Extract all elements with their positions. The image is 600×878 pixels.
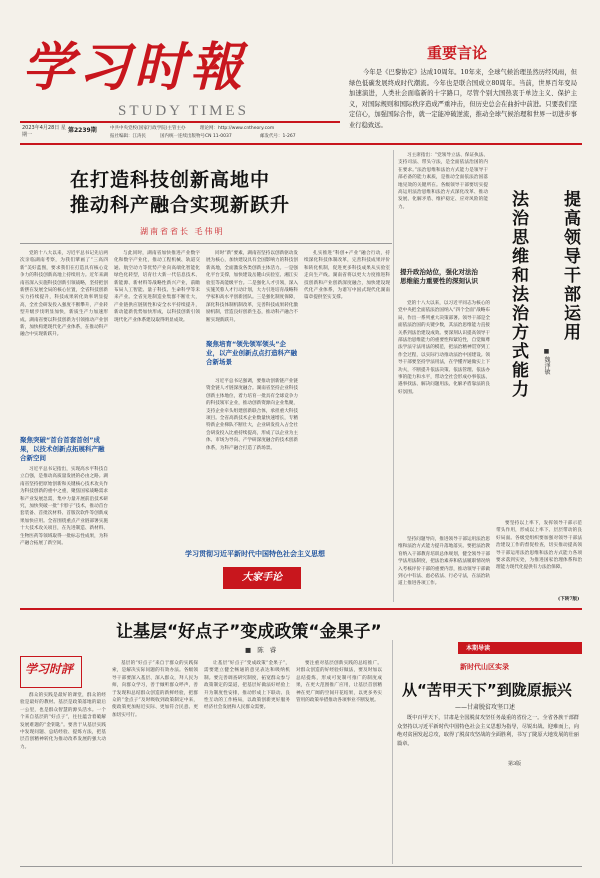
lead-byline: 湖南省省长 毛伟明 bbox=[140, 227, 225, 236]
editor-line: 报社编辑：江涛民 bbox=[110, 134, 146, 139]
publisher-line: 中共中央党校(国家行政学院)主管主办 bbox=[110, 126, 186, 131]
side-col-mid: 党的十八大以来，以习近平同志为核心的党中央把全面依法治国纳入“四个全面”战略布局，作出一系列重大决策部署。领导干部是全面依法治国的关键少数，其法治思维能力直接关系到法治建设成效。要深刻认识提高领导干部法治思维能力的重要性和紧迫性，自觉做尊法学法守法用法的模范，把法治精神贯穿到工作全过程，以实际行动推动法治中国建设。领导干部要坚持学法用法，在学懂弄通做实上下功夫，不断提升依法决策、依法管理、依法办事的能力和水平，带动全社会形成办事依法、遇事找法、解决问题用法、化解矛盾靠法的良好氛围。 bbox=[398, 301, 490, 395]
masthead-subtitle: STUDY TIMES bbox=[118, 103, 249, 119]
guide-title: 从“苦甲天下”到陇原振兴 bbox=[402, 681, 572, 699]
article2-col-4: 要注重对基层创新实践的总结推广。对群众创造的好经验好做法，要及时加以总结提炼，形成可复制可推广的制度成果，在更大范围推广应用，让基层首创精神在更广阔的空间开花结果，以更多务实管用的政策举措推动各项事业不断发展。 bbox=[296, 661, 382, 704]
quote-title: 重要言论 bbox=[427, 44, 488, 62]
series-banner bbox=[185, 549, 367, 593]
issue-date: 2023年4月28日 星期一 bbox=[22, 125, 66, 138]
commentary-logo-text: 学习时評 bbox=[25, 662, 74, 676]
side-title-line2: 法治思维和法治方式能力 bbox=[508, 190, 528, 399]
article2-col-1: 群众的实践是最好的课堂，群众的经验是最好的教材。基层是政策落地的最后一公里，也是群众智慧的源头活水。一个个来自基层的“好点子”，往往蕴含着破解发展难题的“金钥匙”。要善于从基层实践中发现问题、总结经验、提炼方法，把基层首创精神转化为推动改革发展的强大动力。 bbox=[20, 693, 106, 750]
side-col-bottom: 要坚持以上率下，发挥领导干部示范带头作用，形成以上率下、层层带动的良好局面。各级党组织要加强对领导干部法治建设工作的督促检查，切实推动提高领导干部运用法治思维和法治方式能力各项要求落到实处，为推进国家治理体系和治理能力现代化提供有力法治保障。 bbox=[496, 521, 582, 571]
lead-subhead-2: 聚焦培育“领先领军领头”企业，以产业创新点点打造科产融合新场景 bbox=[206, 340, 297, 366]
masthead-title: 学习时報 bbox=[22, 38, 247, 98]
quote-text: 今年是《巴黎协定》达成10周年。10年来，全球气候治理虽然历经风雨，但绿色低碳发展终成时代潮流。今年也是联合国成立80周年。当前，世界百年变局加速演进，人类社会面临新的十字路口，尽管个别大国热衷于单边主义、保护主义，对国际规则和国际秩序造成严重冲击，但历史总会在曲折中前进。只要我们坚定信心，加强国际合作，就一定能冲破逆流，推动全球气候治理和世界一切进步事业行稳致远。 bbox=[349, 69, 577, 129]
guide-divider bbox=[392, 640, 393, 864]
commentary-logo bbox=[20, 656, 82, 688]
lead-headline-line2: 推动科产融合实现新跃升 bbox=[70, 194, 291, 216]
website-line: 理论网：http://www.cntheory.com bbox=[200, 126, 275, 131]
guide-kicker: 新时代山区实录 bbox=[460, 663, 509, 671]
article2-author: ■ 陈 睿 bbox=[245, 646, 279, 654]
side-title-line1: 提高领导干部运用 bbox=[560, 190, 580, 342]
bottom-rule bbox=[20, 866, 582, 867]
banner-label: 大家手论 bbox=[223, 567, 301, 589]
lead-col-1: 习近平总书记指出，实现高水平科技自立自强，是推动高质量发展的必由之路。湖南省坚持把原始创新和关键核心技术攻关作为科技创新的重中之重，聚焦国家战略需求和产业发展急需，集中力量开展前沿技术研究，加快突破一批“卡脖子”技术，推动首台套装备、首批次材料、首版次软件等创新成果加快应用。全省围绕重点产业链部署实施十大技术攻关项目，在先进制造、新材料、生物医药等领域取得一批标志性成果，为科产融合拓展了新空间。 bbox=[20, 467, 108, 547]
article2-headline: 让基层“好点子”变成政策“金果子” bbox=[116, 622, 382, 642]
guide-tag-label: 本期导读 bbox=[466, 645, 491, 652]
code-line: 邮发代号：1-267 bbox=[260, 134, 296, 139]
lead-intro: 党的十八大以来，习近平总书记先后两次亲临湖南考察，为我们擘画了“三高四新”美好蓝图，要求我们在打造具有核心竞争力的科技创新高地上持续用力。近年来湖南省深入实施科技创新引领战略，坚持把创新摆在发展全局的核心位置，全省科技创新实力持续提升，科技成果转化效率明显提高，全社会研发投入强度不断攀升，产业转型升级步伐明显加快，新质生产力加速形成。湖南省要以科技创新为引领推动产业创新，加快构建现代化产业体系，在推动科产融合中实现新跃升。 bbox=[20, 251, 108, 338]
masthead-rule bbox=[20, 121, 340, 123]
section-rule bbox=[20, 608, 582, 610]
side-col-top: 习主席指出：“党领导立法、保证执法、支持司法、带头守法，是全面依法治国的内在要求。”法治思维和法治方式能力是领导干部必备的能力素质，是推动全面依法治国落地见效的关键所在。各级领导干部要切实提高运用法治思维和法治方式深化改革、推动发展、化解矛盾、维护稳定、应对风险的能力。 bbox=[398, 153, 488, 210]
article2-col-3: 让基层“好点子”变成政策“金果子”，需要建立健全畅通的意见表达和吸纳机制。要完善调查研究制度，拓宽群众参与政策制定的渠道，把基层好做法好经验上升为制度性安排，推动形成上下联动、良性互动的工作格局，以政策创新更好服务经济社会发展和人民群众需要。 bbox=[204, 661, 290, 711]
guide-tag bbox=[458, 642, 582, 654]
lead-col-2: 与此同时，湖南省加快推进产业数字化和数字产业化，推动工程机械、轨道交通、航空动力等优势产业向高端化智能化绿色化转型，培育壮大新一代信息技术、新能源、新材料等战略性新兴产业，前瞻布局人工智能、量子科技、生命科学等未来产业。全省先进制造业集群不断壮大，产业链供应链韧性和安全水平持续提升，新动能新优势加快形成，以科技创新引领现代化产业体系建设取得明显成效。 bbox=[114, 251, 200, 323]
guide-subtitle: ——甘肃脱贫攻坚口述 bbox=[455, 704, 516, 711]
lead-headline-line1: 在打造科技创新高地中 bbox=[70, 169, 271, 191]
side-author: ■ 魏泽敏 bbox=[543, 348, 550, 375]
banner-title: 学习贯彻习近平新时代中国特色社会主义思想 bbox=[185, 550, 325, 558]
cn-line: 国内统一连续出版物号CN 11-0037 bbox=[160, 134, 232, 139]
lead-col-3a: 同时“新”要素，湖南省坚持以创新驱动发展为核心，加快建设具有全国影响力的科技创新高地，全面激发各类创新主体活力。一是强化平台支撑，加快建设岳麓山实验室、湘江实验室等高能级平台。二是强化人才引领，深入实施芙蓉人才行动计划，大力引进培育战略科学家和高水平创新团队。三是强化制度保障，深化科技体制机制改革，完善科技成果转化激励机制，营造良好创新生态，推动科产融合不断实现新跃升。 bbox=[206, 251, 298, 323]
guide-text: 既中百甲天下，甘肃是全国脱贫攻坚任务最重的省份之一。全省各族干部群众坚持以习近平新时代中国特色社会主义思想为指导，尽锐出战、迎难而上，向绝对贫困发起总攻，取得了脱贫攻坚战的全面胜利，书写了陇原大地发展的壮丽篇章。 bbox=[397, 715, 579, 747]
side-col-low: 坚持问题导向，推进领导干部运用法治思维和法治方式能力提升落地落实。要把法治教育纳入干部教育培训总体规划，健全领导干部学法用法制度，把法治素养和依法履职情况纳入考核评价干部的重要内容，推动领导干部做到心中有法、虑必依法、行必守法，在法治轨道上推进各项工作。 bbox=[398, 537, 490, 587]
article2-col-2: 基层的“好点子”来自于群众的实践探索，是解决实际问题的有效办法。各级领导干部要深入基层、深入群众，拜人民为师，向群众学习，善于倾听群众呼声，善于发现和总结群众创造的新鲜经验，把群众的“金点子”及时吸收到政策制定中来，使政策更加贴近实际、更加符合民意、更加切实可行。 bbox=[112, 661, 198, 718]
lead-subhead-1: 聚焦突破“首台首套首创”成果，以技术创新点拓展科产融合新空间 bbox=[20, 436, 105, 462]
side-subhead: 提升政治站位，强化对法治思维能力重要性的深刻认识 bbox=[400, 268, 478, 285]
important-quote-box bbox=[345, 38, 582, 145]
guide-page-ref: 第3版 bbox=[508, 761, 522, 767]
side-continue-note: (下转7版) bbox=[558, 597, 580, 602]
lead-rule bbox=[20, 243, 392, 244]
lead-col-4: 扎实推进“科创+产业”融合行动，持续深化科技体制改革，完善科技成果评价和转化机制，促进更多科技成果从实验室走向生产线。湖南省将以更大力度推进科技创新和产业创新深度融合，加快建设现代化产业体系，为谱写中国式现代化湖南篇章提供坚实支撑。 bbox=[304, 251, 390, 301]
issue-number: 第2239期 bbox=[68, 127, 97, 134]
lead-col-3b: 习近平总书记强调，要推动创新链产业链资金链人才链深度融合。湖南省坚持企业科技创新主体地位，着力培育一批具有全球竞争力的科技领军企业，推动创新资源向企业集聚，支持企业牵头组建创新联合体，承担重大科技项目。全省高新技术企业数量快速增长，专精特新企业梯队不断壮大，企业研发投入占全社会研发投入比重持续提高，形成了以企业为主体、市场为导向、产学研深度融合的技术创新体系，为科产融合打造了新场景。 bbox=[206, 379, 298, 451]
column-divider bbox=[393, 150, 394, 602]
